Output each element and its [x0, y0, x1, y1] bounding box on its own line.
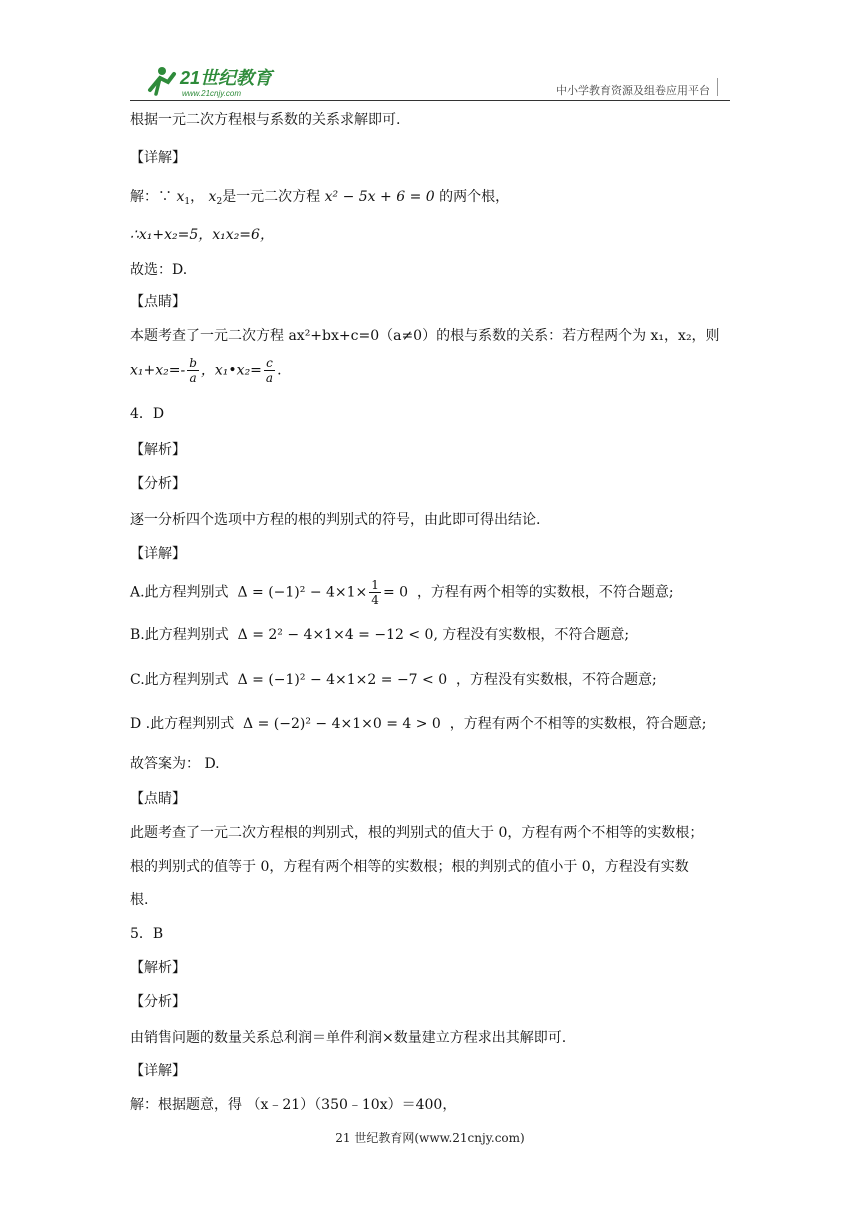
logo-text: 21世纪教育: [180, 68, 273, 88]
site-logo: [140, 60, 290, 100]
section-heading: 【详解】: [130, 1063, 186, 1079]
header-rule: [130, 100, 730, 101]
section-heading: 【详解】: [130, 546, 186, 562]
page-header: [130, 56, 730, 102]
text-line: 根.: [130, 892, 149, 908]
text-line: 根的判别式的值等于 0，方程有两个相等的实数根；根的判别式的值小于 0，方程没有实数: [130, 859, 689, 875]
section-heading: 【分析】: [130, 994, 186, 1010]
text-line: B.此方程判别式 Δ = 2² − 4×1×4 = −12 < 0, 方程没有实数根，不符合题意;: [130, 627, 630, 643]
text-line: A.此方程判别式 Δ = (−1)² − 4×1× $\frac{1}{4}$ = 0 ，方程有两个相等的实数根，不符合题意;: [130, 578, 674, 607]
section-heading: 【解析】: [130, 442, 186, 458]
text-line: 故选：D.: [130, 262, 188, 278]
text-line: D .此方程判别式 Δ = (−2)² − 4×1×0 = 4 > 0 ，方程有两个不相等的实数根，符合题意;: [130, 716, 707, 732]
section-heading: 【解析】: [130, 960, 186, 976]
text-line: C.此方程判别式 Δ = (−1)² − 4×1×2 = −7 < 0 ，方程没有实数根，不符合题意;: [130, 672, 657, 688]
text-line: 由销售问题的数量关系总利润＝单件利润×数量建立方程求出其解即可.: [130, 1030, 567, 1046]
text-line: 本题考查了一元二次方程 ax²+bx+c=0（a≠0）的根与系数的关系：若方程两个为 x₁，x₂，则: [130, 328, 720, 344]
text-line: 逐一分析四个选项中方程的根的判别式的符号，由此即可得出结论.: [130, 512, 541, 528]
answer-number: 5．B: [130, 926, 164, 942]
text-line: x₁+x₂=- $\frac{b}{a}$ ，x₁•x₂= $\frac{c}{a}$ .: [130, 356, 282, 385]
text-line: 此题考查了一元二次方程根的判别式，根的判别式的值大于 0，方程有两个不相等的实数根；: [130, 825, 704, 841]
text-line: 故答案为： D.: [130, 756, 220, 772]
text-line: 解：根据题意，得 （x﹣21）（350﹣10x）＝400，: [130, 1097, 457, 1113]
text-line: 根据一元二次方程根与系数的关系求解即可.: [130, 112, 401, 128]
header-divider: [717, 78, 718, 96]
platform-name: 中小学教育资源及组卷应用平台: [556, 84, 710, 97]
logo-url: www.21cnjy.com: [182, 89, 241, 98]
section-heading: 【分析】: [130, 476, 186, 492]
page-footer: 21 世纪教育网(www.21cnjy.com): [335, 1131, 525, 1145]
section-heading: 【点睛】: [130, 791, 186, 807]
text-line: ∴x₁+x₂=5，x₁x₂=6，: [130, 227, 274, 243]
text-line: 解：∵ $x_1$， $x_2$是一元二次方程 x² − 5x + 6 = 0 的两个根，: [130, 189, 510, 207]
section-heading: 【点睛】: [130, 294, 186, 310]
answer-number: 4．D: [130, 406, 165, 422]
section-heading: 【详解】: [130, 150, 186, 166]
